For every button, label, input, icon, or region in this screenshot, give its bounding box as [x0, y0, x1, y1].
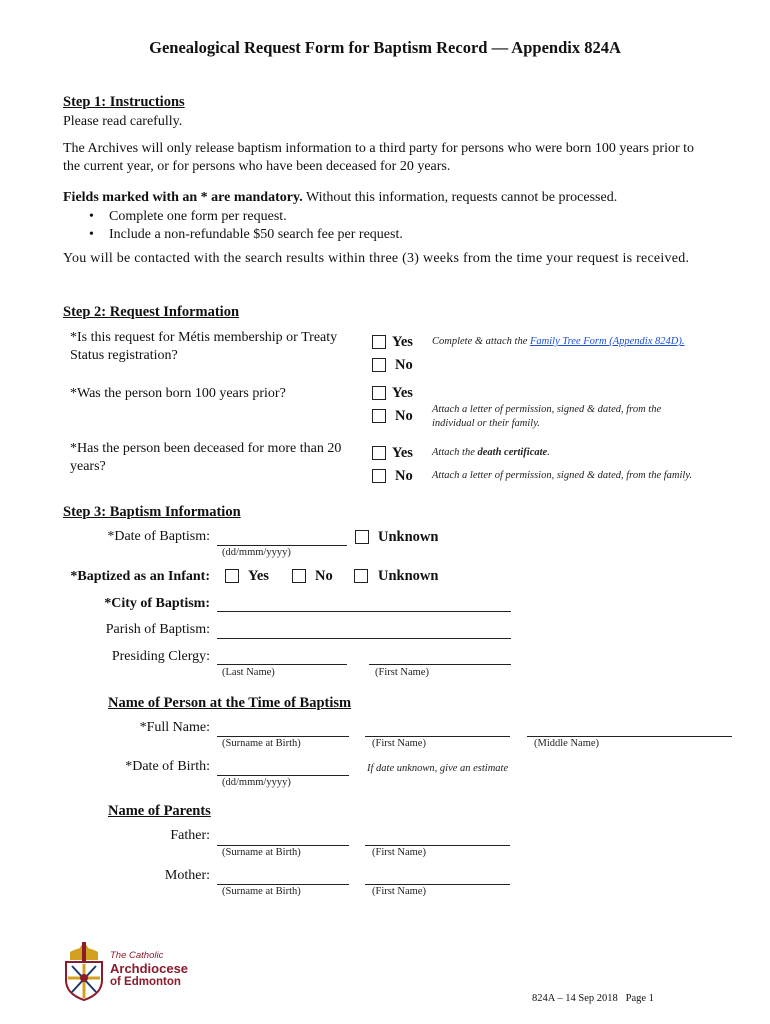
family-tree-form-link[interactable]: Family Tree Form (Appendix 824D).: [529, 336, 685, 347]
clergy-first-name-hint: (First Name): [375, 667, 429, 678]
metis-no-checkbox[interactable]: [372, 358, 386, 372]
baptism-date-unknown-label: Unknown: [378, 529, 439, 545]
mother-first-name-hint: (First Name): [372, 886, 426, 897]
metis-note: [432, 335, 684, 349]
middle-name-hint: (Middle Name): [534, 738, 600, 749]
date-of-baptism-label: *Date of Baptism:: [107, 529, 210, 544]
father-label: Father:: [170, 828, 210, 843]
date-format-hint: (dd/mmm/yyyy): [222, 547, 291, 558]
father-surname-field[interactable]: [217, 845, 349, 846]
born-yes-checkbox[interactable]: [372, 386, 386, 400]
instruction-list: [63, 208, 703, 244]
metis-note-text: Complete & attach the: [432, 336, 530, 347]
city-field[interactable]: [217, 611, 511, 612]
question-born-100: *Was the person born 100 years prior?: [70, 386, 286, 401]
person-heading: Name of Person at the Time of Baptism: [108, 695, 352, 711]
step2-heading: Step 2: Request Information: [63, 304, 240, 320]
question-metis: *Is this request for Métis membership or Treaty Status registration?: [70, 330, 338, 363]
clergy-label: Presiding Clergy:: [111, 649, 210, 664]
clergy-last-name-field[interactable]: [217, 664, 347, 665]
logo-line1: The Catholic: [110, 950, 164, 961]
clergy-first-name-field[interactable]: [369, 664, 511, 665]
death-certificate-text: death certificate: [477, 447, 548, 458]
list-item: • Complete one form per request.: [63, 208, 703, 226]
deceased-yes-label: Yes: [392, 445, 413, 461]
dob-format-hint: (dd/mmm/yyyy): [222, 777, 291, 788]
metis-yes-label: Yes: [392, 334, 413, 350]
deceased-yes-note: [432, 446, 550, 460]
surname-hint: (Surname at Birth): [222, 738, 301, 749]
logo-line3: of Edmonton: [110, 976, 181, 988]
born-no-checkbox[interactable]: [372, 409, 386, 423]
father-surname-hint: (Surname at Birth): [222, 847, 301, 858]
deceased-no-checkbox[interactable]: [372, 469, 386, 483]
infant-no-checkbox[interactable]: [292, 569, 306, 583]
date-of-baptism-field[interactable]: [217, 545, 347, 546]
metis-yes-checkbox[interactable]: [372, 335, 386, 349]
dob-estimate-note: If date unknown, give an estimate: [367, 763, 509, 774]
mandatory-rest: Without this information, requests cannot be processed.: [302, 190, 618, 205]
step1-read: Please read carefully.: [63, 114, 183, 129]
metis-no-label: No: [395, 357, 413, 373]
full-name-label: *Full Name:: [139, 720, 210, 735]
mother-first-name-field[interactable]: [365, 884, 510, 885]
born-yes-label: Yes: [392, 385, 413, 401]
question-deceased-20: *Has the person been deceased for more than 20 years?: [70, 441, 342, 474]
born-no-label: No: [395, 408, 413, 424]
infant-label: *Baptized as an Infant:: [70, 569, 210, 584]
page-footer: 824A – 14 Sep 2018 Page 1: [532, 993, 654, 1004]
clergy-last-name-hint: (Last Name): [222, 667, 275, 678]
logo-line2: Archdiocese: [110, 961, 189, 976]
infant-no-label: No: [315, 568, 333, 584]
city-label: *City of Baptism:: [104, 596, 210, 611]
infant-yes-checkbox[interactable]: [225, 569, 239, 583]
mother-surname-field[interactable]: [217, 884, 349, 885]
deceased-note-post: .: [547, 447, 550, 458]
parish-field[interactable]: [217, 638, 511, 639]
mandatory-bold: Fields marked with an * are mandatory.: [63, 190, 303, 205]
step3-heading: Step 3: Baptism Information: [63, 504, 241, 520]
father-first-name-field[interactable]: [365, 845, 510, 846]
infant-unknown-label: Unknown: [378, 568, 439, 584]
infant-yes-label: Yes: [248, 568, 269, 584]
parish-label: Parish of Baptism:: [105, 622, 210, 637]
deceased-yes-checkbox[interactable]: [372, 446, 386, 460]
archdiocese-crest-icon: [60, 940, 108, 1002]
mother-label: Mother:: [164, 868, 210, 883]
surname-field[interactable]: [217, 736, 349, 737]
step1-heading: Step 1: Instructions: [63, 94, 185, 110]
parents-heading: Name of Parents: [108, 803, 211, 819]
page-title: Genealogical Request Form for Baptism Record — Appendix 824A: [149, 38, 621, 57]
list-item: • Include a non-refundable $50 search fee per request.: [63, 226, 703, 244]
contact-paragraph: You will be contacted with the search results within three (3) weeks from the time your request is received.: [63, 251, 690, 266]
deceased-no-note: Attach a letter of permission, signed & dated, from the family.: [432, 470, 693, 481]
middle-name-field[interactable]: [527, 736, 732, 737]
infant-unknown-checkbox[interactable]: [354, 569, 368, 583]
step1-paragraph: The Archives will only release baptism information to a third party for persons who were born 100 years prior to the current year, or for persons who have been deceased for 20 years.: [63, 141, 695, 174]
first-name-field[interactable]: [365, 736, 510, 737]
mandatory-notice: [63, 189, 703, 207]
first-name-hint: (First Name): [372, 738, 426, 749]
father-first-name-hint: (First Name): [372, 847, 426, 858]
mother-surname-hint: (Surname at Birth): [222, 886, 301, 897]
dob-field[interactable]: [217, 775, 349, 776]
deceased-note-pre: Attach the: [432, 447, 478, 458]
born-no-note: Attach a letter of permission, signed & dated, from the individual or their family.: [432, 404, 662, 429]
baptism-date-unknown-checkbox[interactable]: [355, 530, 369, 544]
dob-label: *Date of Birth:: [125, 759, 210, 774]
deceased-no-label: No: [395, 468, 413, 484]
